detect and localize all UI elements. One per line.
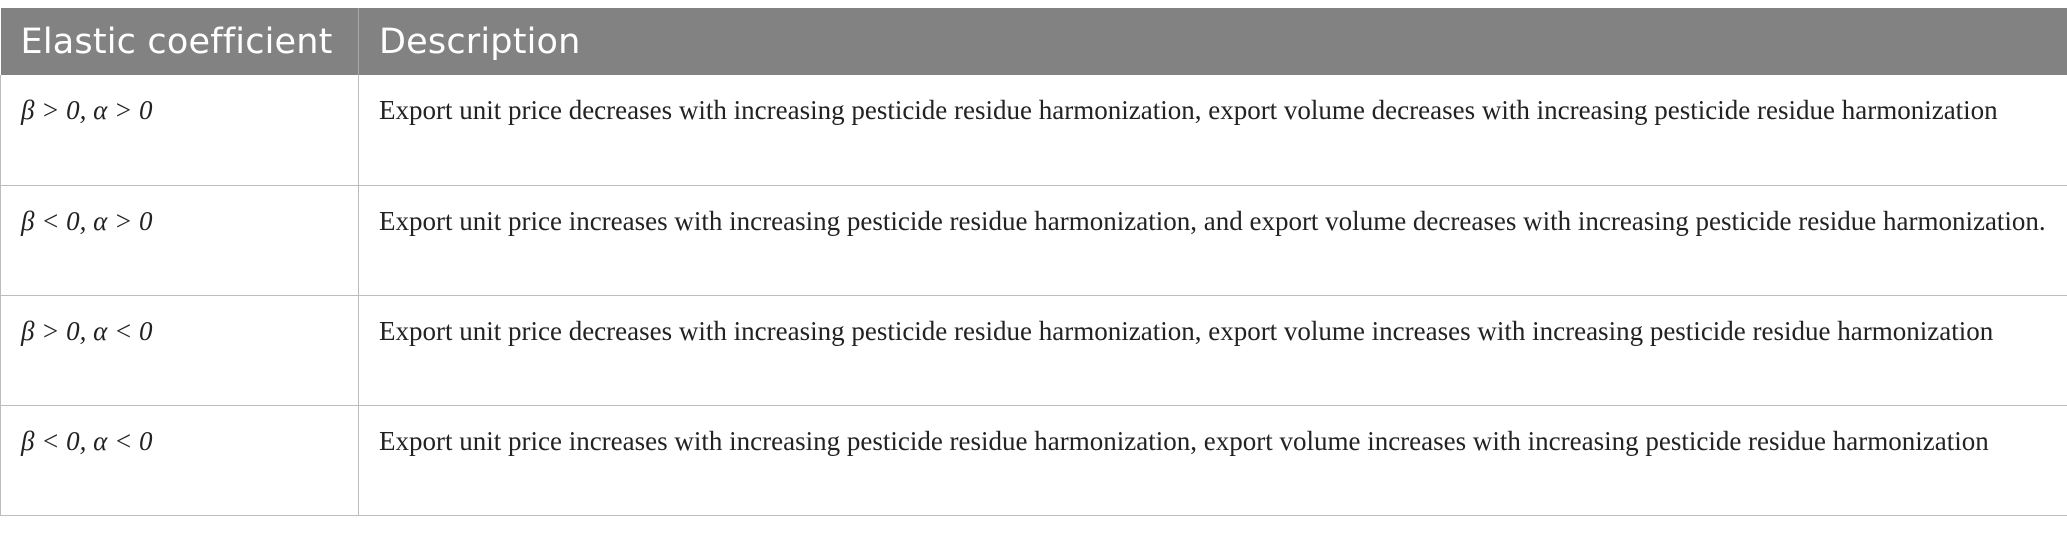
coefficient-cell: β < 0, α > 0: [1, 185, 359, 295]
header-description: Description: [359, 8, 2067, 75]
header-elastic-coefficient: Elastic coefficient: [20, 21, 333, 62]
table-row: [1, 405, 2067, 515]
table: [0, 8, 2067, 516]
description-cell: Export unit price increases with increasing pesticide residue harmonization, export volume increases with increasing pesticide residue harmonization: [359, 405, 2067, 515]
coefficient-cell: β > 0, α < 0: [1, 295, 359, 405]
description-cell: Export unit price decreases with increasing pesticide residue harmonization, export volume decreases with increasing pesticide residue harmonization: [359, 75, 2067, 185]
description-cell: Export unit price increases with increasing pesticide residue harmonization, and export volume decreases with increasing pesticide residue harmonization.: [359, 185, 2067, 295]
header-row: [1, 8, 2067, 75]
table-body: [1, 75, 2067, 515]
coefficient-cell: β > 0, α > 0: [1, 75, 359, 185]
table-header: [1, 8, 2067, 75]
elasticity-table: [0, 8, 2067, 516]
table-row: [1, 185, 2067, 295]
description-cell: Export unit price decreases with increasing pesticide residue harmonization, export volume increases with increasing pesticide residue harmonization: [359, 295, 2067, 405]
coefficient-cell: β < 0, α < 0: [1, 405, 359, 515]
table-row: [1, 295, 2067, 405]
table-row: [1, 75, 2067, 185]
